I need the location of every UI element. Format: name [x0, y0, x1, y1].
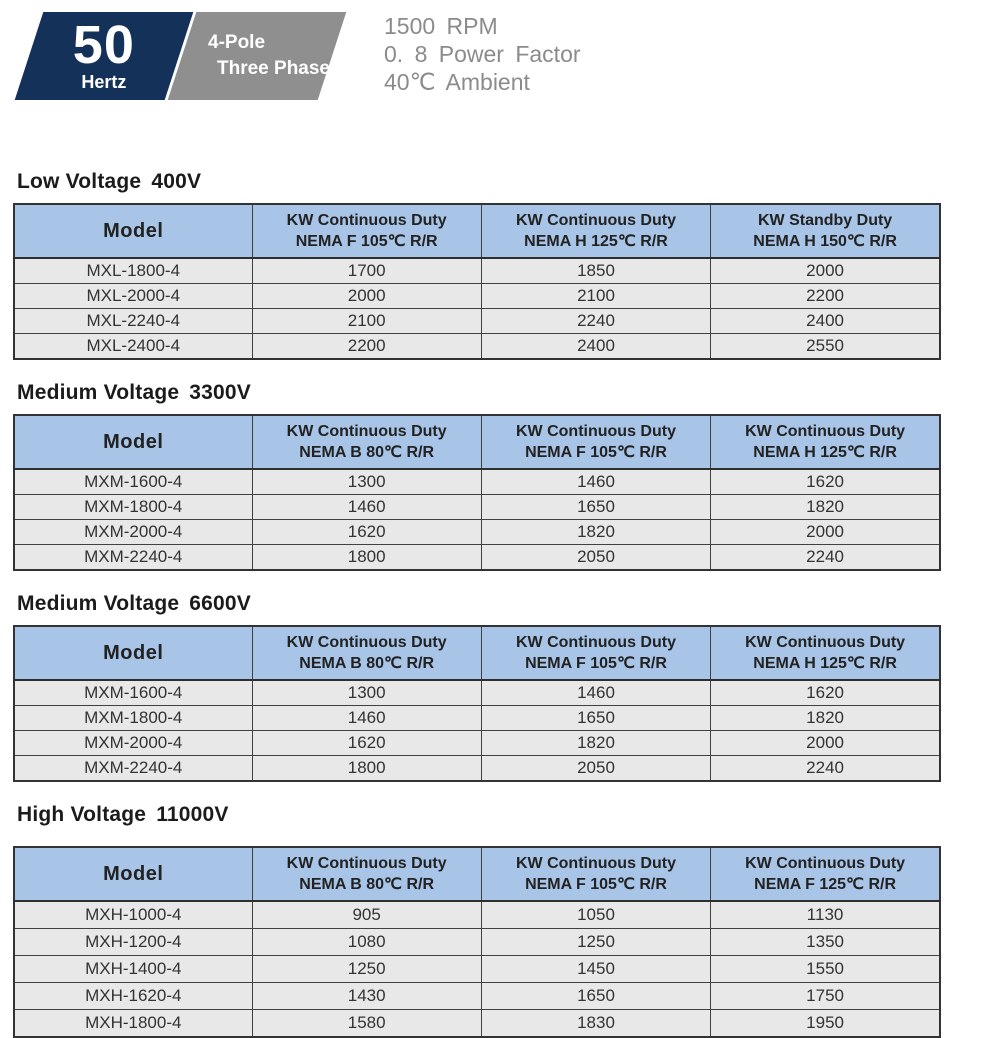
kw-value-cell: 2200: [711, 284, 940, 309]
column-subtitle: NEMA B 80℃ R/R: [299, 655, 435, 672]
power-factor-line: 0. 8 Power Factor: [384, 41, 581, 67]
kw-value-cell: 2000: [711, 731, 940, 756]
table-row: [14, 469, 940, 495]
voltage-section: [13, 381, 958, 571]
column-header: [711, 204, 940, 258]
section-heading: [17, 592, 958, 616]
kw-value-cell: 1250: [481, 929, 710, 956]
column-subtitle: NEMA H 125℃ R/R: [753, 444, 897, 461]
table-row: [14, 309, 940, 334]
pole-phase-parallelogram: [168, 12, 347, 100]
column-header: [252, 204, 481, 258]
frequency-badge: [29, 12, 332, 100]
column-title: KW Continuous Duty: [516, 634, 676, 651]
frequency-parallelogram: [15, 12, 194, 100]
kw-value-cell: 1700: [252, 258, 481, 284]
kw-value-cell: 1350: [711, 929, 940, 956]
model-cell: MXM-1600-4: [14, 680, 252, 706]
rpm-line: 1500 RPM: [384, 13, 498, 39]
model-cell: MXM-1800-4: [14, 495, 252, 520]
header-row: [14, 626, 940, 680]
kw-value-cell: 2240: [711, 545, 940, 571]
model-cell: MXM-2000-4: [14, 731, 252, 756]
column-header: [481, 204, 710, 258]
column-title: KW Continuous Duty: [286, 423, 447, 440]
table-body: [14, 258, 940, 359]
kw-value-cell: 905: [252, 901, 481, 929]
model-cell: MXM-1600-4: [14, 469, 252, 495]
section-heading-voltage: 6600V: [189, 592, 251, 615]
table-row: [14, 520, 940, 545]
model-cell: MXH-1400-4: [14, 956, 252, 983]
column-subtitle: NEMA F 105℃ R/R: [295, 233, 438, 250]
kw-value-cell: 2000: [711, 520, 940, 545]
column-title: KW Continuous Duty: [286, 212, 447, 229]
section-heading-voltage: 11000V: [156, 803, 229, 826]
kw-value-cell: 1820: [711, 495, 940, 520]
kw-value-cell: 1820: [481, 520, 710, 545]
kw-value-cell: 2100: [252, 309, 481, 334]
column-header: [481, 847, 710, 901]
kw-value-cell: 1620: [252, 731, 481, 756]
model-cell: MXL-2400-4: [14, 334, 252, 360]
kw-value-cell: 1620: [711, 469, 940, 495]
sections: [13, 170, 958, 1038]
model-cell: MXM-2000-4: [14, 520, 252, 545]
column-header: [481, 415, 710, 469]
table-row: [14, 901, 940, 929]
section-heading-label: High Voltage: [17, 803, 147, 826]
spec-table: [13, 203, 941, 360]
kw-value-cell: 1300: [252, 469, 481, 495]
kw-value-cell: 1550: [711, 956, 940, 983]
table-row: [14, 258, 940, 284]
kw-value-cell: 1650: [481, 706, 710, 731]
kw-value-cell: 1750: [711, 983, 940, 1010]
column-subtitle: NEMA B 80℃ R/R: [299, 876, 435, 893]
kw-value-cell: 1820: [711, 706, 940, 731]
column-title: KW Continuous Duty: [286, 634, 447, 651]
spec-lines: [384, 12, 581, 96]
column-subtitle: NEMA F 105℃ R/R: [525, 876, 667, 893]
kw-value-cell: 2100: [481, 284, 710, 309]
model-cell: MXM-2240-4: [14, 756, 252, 782]
kw-value-cell: 2240: [711, 756, 940, 782]
column-header-model: Model: [14, 847, 252, 901]
kw-value-cell: 1620: [252, 520, 481, 545]
model-cell: MXH-1800-4: [14, 1010, 252, 1038]
voltage-section: [13, 592, 958, 782]
kw-value-cell: 2050: [481, 756, 710, 782]
table-header: [14, 847, 940, 901]
kw-value-cell: 2050: [481, 545, 710, 571]
kw-value-cell: 1850: [481, 258, 710, 284]
table-row: [14, 1010, 940, 1038]
column-title: KW Continuous Duty: [745, 855, 906, 872]
section-heading: [17, 381, 958, 405]
column-header-model: Model: [14, 415, 252, 469]
table-row: [14, 680, 940, 706]
kw-value-cell: 1080: [252, 929, 481, 956]
voltage-section: [13, 170, 958, 360]
column-header: [252, 847, 481, 901]
kw-value-cell: 1430: [252, 983, 481, 1010]
kw-value-cell: 1460: [252, 495, 481, 520]
model-cell: MXM-2240-4: [14, 545, 252, 571]
table-header: [14, 204, 940, 258]
model-cell: MXH-1200-4: [14, 929, 252, 956]
column-header-model: Model: [14, 626, 252, 680]
kw-value-cell: 2000: [252, 284, 481, 309]
section-heading-voltage: 3300V: [189, 381, 251, 404]
kw-value-cell: 1650: [481, 983, 710, 1010]
model-cell: MXL-2000-4: [14, 284, 252, 309]
column-header: [711, 847, 940, 901]
table-row: [14, 706, 940, 731]
column-title: KW Continuous Duty: [745, 423, 906, 440]
table-row: [14, 731, 940, 756]
phase-label: Three Phase: [217, 58, 330, 79]
spec-table: [13, 846, 941, 1038]
ambient-line: 40℃ Ambient: [384, 69, 530, 95]
frequency-unit: Hertz: [81, 71, 127, 92]
header-row: [14, 415, 940, 469]
table-row: [14, 495, 940, 520]
kw-value-cell: 1050: [481, 901, 710, 929]
header-row: [14, 204, 940, 258]
pole-label: 4-Pole: [208, 32, 266, 53]
section-heading: [17, 803, 958, 827]
kw-value-cell: 1300: [252, 680, 481, 706]
column-title: KW Standby Duty: [757, 212, 893, 229]
table-row: [14, 284, 940, 309]
model-cell: MXM-1800-4: [14, 706, 252, 731]
kw-value-cell: 1250: [252, 956, 481, 983]
kw-value-cell: 2200: [252, 334, 481, 360]
table-body: [14, 901, 940, 1037]
column-header-model: Model: [14, 204, 252, 258]
kw-value-cell: 1650: [481, 495, 710, 520]
kw-value-cell: 1450: [481, 956, 710, 983]
kw-value-cell: 2550: [711, 334, 940, 360]
model-cell: MXL-2240-4: [14, 309, 252, 334]
column-subtitle: NEMA F 105℃ R/R: [525, 655, 667, 672]
kw-value-cell: 1460: [252, 706, 481, 731]
model-cell: MXH-1000-4: [14, 901, 252, 929]
kw-value-cell: 2240: [481, 309, 710, 334]
section-heading: [17, 170, 958, 194]
kw-value-cell: 1580: [252, 1010, 481, 1038]
column-title: KW Continuous Duty: [516, 423, 676, 440]
column-title: KW Continuous Duty: [516, 855, 676, 872]
table-row: [14, 334, 940, 360]
section-heading-label: Low Voltage: [17, 170, 142, 193]
kw-value-cell: 1800: [252, 756, 481, 782]
kw-value-cell: 1830: [481, 1010, 710, 1038]
table-header: [14, 626, 940, 680]
kw-value-cell: 2400: [481, 334, 710, 360]
column-subtitle: NEMA H 150℃ R/R: [753, 233, 897, 250]
section-heading-label: Medium Voltage: [17, 592, 180, 615]
table-row: [14, 756, 940, 782]
voltage-section: [13, 803, 958, 1038]
table-row: [14, 956, 940, 983]
header-row: [14, 847, 940, 901]
model-cell: MXL-1800-4: [14, 258, 252, 284]
kw-value-cell: 1460: [481, 680, 710, 706]
column-header: [481, 626, 710, 680]
column-header: [711, 415, 940, 469]
table-row: [14, 983, 940, 1010]
kw-value-cell: 1800: [252, 545, 481, 571]
column-header: [252, 626, 481, 680]
section-heading-voltage: 400V: [151, 170, 202, 193]
kw-value-cell: 1820: [481, 731, 710, 756]
column-header: [711, 626, 940, 680]
table-row: [14, 929, 940, 956]
kw-value-cell: 1460: [481, 469, 710, 495]
column-header: [252, 415, 481, 469]
model-cell: MXH-1620-4: [14, 983, 252, 1010]
column-title: KW Continuous Duty: [516, 212, 676, 229]
frequency-value: 50: [72, 14, 136, 75]
header: [13, 12, 958, 100]
column-subtitle: NEMA B 80℃ R/R: [299, 444, 435, 461]
column-subtitle: NEMA H 125℃ R/R: [524, 233, 668, 250]
table-body: [14, 469, 940, 570]
table-row: [14, 545, 940, 571]
table-body: [14, 680, 940, 781]
kw-value-cell: 1130: [711, 901, 940, 929]
kw-value-cell: 2000: [711, 258, 940, 284]
column-subtitle: NEMA F 105℃ R/R: [525, 444, 667, 461]
kw-value-cell: 2400: [711, 309, 940, 334]
table-header: [14, 415, 940, 469]
section-heading-label: Medium Voltage: [17, 381, 180, 404]
spec-table: [13, 625, 941, 782]
kw-value-cell: 1950: [711, 1010, 940, 1038]
spec-table: [13, 414, 941, 571]
column-subtitle: NEMA F 125℃ R/R: [754, 876, 896, 893]
kw-value-cell: 1620: [711, 680, 940, 706]
column-subtitle: NEMA H 125℃ R/R: [753, 655, 897, 672]
column-title: KW Continuous Duty: [745, 634, 906, 651]
column-title: KW Continuous Duty: [286, 855, 447, 872]
